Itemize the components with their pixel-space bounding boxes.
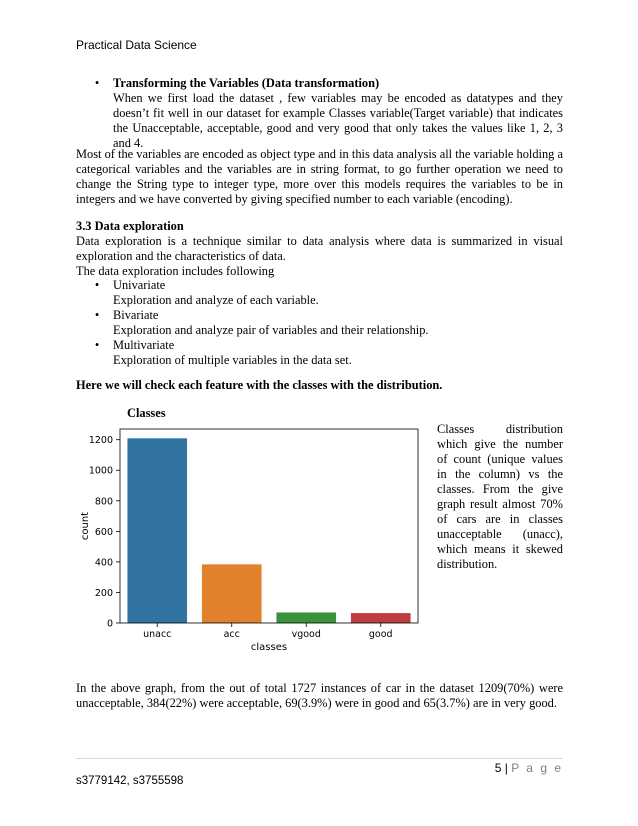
list-item-title: Univariate [113,278,166,292]
y-tick-label: 1000 [88,465,113,477]
page-separator: | [504,761,508,775]
page-number-value: 5 [494,761,502,775]
x-tick-label: unacc [143,629,172,640]
list-item-desc: Exploration of multiple variables in the data set. [113,353,352,367]
list-item-desc: Exploration and analyze pair of variables and their relationship. [113,323,429,337]
list-item-title: Bivariate [113,308,159,322]
classes-bar-chart [76,423,426,655]
y-tick-label: 200 [94,587,113,599]
bullet-icon: • [94,278,100,292]
y-tick-label: 800 [94,496,113,508]
bar-unacc [127,438,187,623]
list-item-title: Multivariate [113,338,175,352]
bar-good [351,613,411,623]
y-tick-label: 600 [94,526,113,538]
bar-acc [202,564,262,623]
section-intro: Data exploration is a technique similar to data analysis where data is summarized in visual exploration and the characteristics of data. [76,234,563,263]
transform-heading: Transforming the Variables (Data transformation) [113,76,380,90]
conclusion-paragraph: In the above graph, from the out of total 1727 instances of car in the dataset 1209(70%) were unacceptable, 384(22%) were acceptable, 69(3.9%) were in good and 65(3.7%) are in very good. [76,681,563,710]
bullet-icon: • [94,308,100,322]
chart-description: Classes distribution which give the number of count (unique values in the column) vs the classes. From the give graph result almost 70% of cars are in classes unacceptable (unacc), which means it skewed distribution. [437,422,563,571]
encoding-paragraph: Most of the variables are encoded as object type and in this data analysis all the variable holding a categorical variables and the variables are in string format, to go further operation we need to change the String type to integer type, more over this models requires the variables to be in integers and we have converted by giving specified number to each variable (encoding). [76,147,563,206]
bullet-icon: • [94,338,100,352]
y-tick-label: 1200 [88,435,113,447]
transform-block [113,76,563,151]
feature-note: Here we will check each feature with the classes with the distribution. [76,378,443,392]
section-includes: The data exploration includes following [76,264,275,278]
chart-caption: Classes [127,406,166,420]
footer-divider [76,758,563,759]
x-tick-label: acc [223,629,240,640]
x-tick-label: good [368,629,393,640]
footer-ids: s3779142, s3755598 [76,775,184,787]
x-tick-label: vgood [291,629,321,640]
bar-vgood [276,612,336,623]
x-axis-label: classes [250,642,288,653]
transform-body: When we first load the dataset , few variables may be encoded as datatypes and they doesn’t fit well in our dataset for example Classes variable(Target variable) that indicates the Unacceptable, acceptable, good and very good that only takes the values like 1, 2, 3 and 4. [113,91,563,150]
y-tick-label: 400 [94,557,113,569]
section-heading: 3.3 Data exploration [76,219,184,233]
page-header: Practical Data Science [76,38,197,52]
y-tick-label: 0 [106,618,113,630]
list-item-desc: Exploration and analyze of each variable. [113,293,319,307]
page-number [495,761,563,775]
page-label: P a g e [511,761,563,775]
y-axis-label: count [80,511,91,541]
bullet-icon: • [94,76,100,90]
